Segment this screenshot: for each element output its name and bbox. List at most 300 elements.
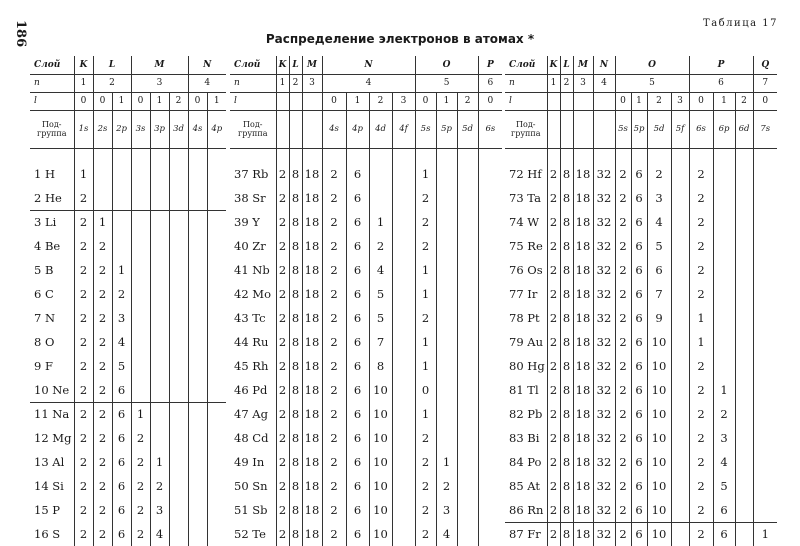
n-value: 6 bbox=[689, 74, 753, 92]
electron-count bbox=[457, 186, 478, 210]
electron-count bbox=[671, 498, 689, 522]
electron-count: 10 bbox=[369, 474, 392, 498]
electron-count: 2 bbox=[93, 330, 112, 354]
electron-count: 2 bbox=[547, 234, 560, 258]
n-value: 3 bbox=[573, 74, 593, 92]
electron-count bbox=[188, 474, 207, 498]
electron-count bbox=[753, 306, 777, 330]
electron-count: 6 bbox=[713, 498, 735, 522]
electron-count bbox=[735, 210, 753, 234]
electron-count bbox=[150, 186, 169, 210]
table-row bbox=[30, 210, 226, 234]
table-row bbox=[230, 306, 502, 330]
electron-count: 0 bbox=[415, 378, 436, 402]
electron-count bbox=[392, 306, 415, 330]
l-value: 3 bbox=[392, 92, 415, 110]
subshell: 2s bbox=[93, 110, 112, 148]
electron-count: 2 bbox=[74, 234, 93, 258]
table-row bbox=[505, 282, 777, 306]
electron-count: 6 bbox=[631, 498, 647, 522]
electron-count: 2 bbox=[647, 162, 671, 186]
electron-count: 2 bbox=[689, 234, 713, 258]
shell-O: O bbox=[615, 56, 689, 74]
subshell: 4d bbox=[369, 110, 392, 148]
table-row bbox=[230, 330, 502, 354]
electron-count: 6 bbox=[631, 162, 647, 186]
electron-count: 1 bbox=[415, 402, 436, 426]
electron-count: 18 bbox=[302, 450, 322, 474]
electron-count: 8 bbox=[289, 474, 302, 498]
subshell: 2p bbox=[112, 110, 131, 148]
electron-count bbox=[671, 162, 689, 186]
electron-count: 8 bbox=[289, 450, 302, 474]
electron-count: 18 bbox=[573, 234, 593, 258]
electron-count: 8 bbox=[560, 402, 573, 426]
electron-count: 2 bbox=[276, 426, 289, 450]
table-row bbox=[230, 522, 502, 546]
electron-count bbox=[392, 450, 415, 474]
electron-count: 2 bbox=[689, 426, 713, 450]
electron-count bbox=[131, 234, 150, 258]
subshell: 6s bbox=[478, 110, 502, 148]
electron-count bbox=[207, 450, 226, 474]
l-value: 0 bbox=[753, 92, 777, 110]
table-row bbox=[230, 426, 502, 450]
electron-count: 2 bbox=[689, 522, 713, 546]
electron-count: 4 bbox=[369, 258, 392, 282]
n-label: n bbox=[230, 74, 276, 92]
electron-count bbox=[753, 258, 777, 282]
electron-count bbox=[753, 162, 777, 186]
electron-count bbox=[207, 186, 226, 210]
electron-count: 4 bbox=[112, 330, 131, 354]
electron-count bbox=[207, 330, 226, 354]
electron-count bbox=[735, 330, 753, 354]
electron-count: 2 bbox=[713, 402, 735, 426]
electron-count bbox=[671, 522, 689, 546]
electron-count: 8 bbox=[560, 522, 573, 546]
electron-count bbox=[188, 234, 207, 258]
element-symbol: 72 Hf bbox=[509, 167, 542, 181]
electron-count: 1 bbox=[689, 330, 713, 354]
electron-count: 6 bbox=[631, 474, 647, 498]
table-row bbox=[230, 282, 502, 306]
electron-count bbox=[753, 186, 777, 210]
electron-count: 2 bbox=[131, 522, 150, 546]
electron-count: 6 bbox=[346, 258, 369, 282]
electron-count bbox=[735, 258, 753, 282]
element-symbol: 73 Ta bbox=[509, 191, 541, 205]
electron-count: 6 bbox=[112, 426, 131, 450]
electron-count: 5 bbox=[713, 474, 735, 498]
electron-count bbox=[169, 426, 188, 450]
electron-count: 8 bbox=[289, 210, 302, 234]
electron-count bbox=[207, 474, 226, 498]
subshell: 5d bbox=[647, 110, 671, 148]
electron-count bbox=[753, 426, 777, 450]
element-symbol: 77 Ir bbox=[509, 287, 538, 301]
element-symbol: 5 B bbox=[34, 263, 54, 277]
electron-count bbox=[369, 186, 392, 210]
electron-count: 18 bbox=[302, 498, 322, 522]
electron-count: 3 bbox=[150, 498, 169, 522]
n-value: 2 bbox=[93, 74, 131, 92]
table-row bbox=[30, 474, 226, 498]
element-symbol: 80 Hg bbox=[509, 359, 545, 373]
element-symbol: 11 Na bbox=[30, 402, 74, 426]
page-number: 186 bbox=[13, 20, 28, 48]
electron-count bbox=[93, 186, 112, 210]
electron-count bbox=[188, 306, 207, 330]
electron-count bbox=[169, 378, 188, 402]
electron-count: 2 bbox=[689, 282, 713, 306]
n-value: 2 bbox=[289, 74, 302, 92]
electron-count: 2 bbox=[74, 426, 93, 450]
electron-count: 10 bbox=[647, 402, 671, 426]
electron-count bbox=[131, 258, 150, 282]
electron-count: 1 bbox=[74, 162, 93, 186]
electron-count: 1 bbox=[415, 330, 436, 354]
electron-count bbox=[392, 282, 415, 306]
electron-count bbox=[169, 498, 188, 522]
table-row bbox=[30, 282, 226, 306]
table-row bbox=[30, 258, 226, 282]
electron-count bbox=[169, 402, 188, 426]
electron-count bbox=[457, 162, 478, 186]
n-value: 1 bbox=[74, 74, 93, 92]
electron-count: 1 bbox=[436, 450, 457, 474]
electron-count bbox=[753, 402, 777, 426]
table-row bbox=[230, 378, 502, 402]
table-row bbox=[505, 330, 777, 354]
electron-count: 2 bbox=[276, 282, 289, 306]
electron-count: 2 bbox=[93, 306, 112, 330]
element-symbol: 74 W bbox=[509, 215, 540, 229]
electron-count bbox=[369, 162, 392, 186]
electron-count: 32 bbox=[593, 162, 615, 186]
electron-count: 18 bbox=[302, 402, 322, 426]
electron-count bbox=[478, 474, 502, 498]
electron-count: 2 bbox=[322, 378, 346, 402]
electron-count: 6 bbox=[346, 450, 369, 474]
electron-count: 8 bbox=[560, 210, 573, 234]
electron-count: 1 bbox=[415, 282, 436, 306]
electron-count: 18 bbox=[573, 522, 593, 546]
electron-count: 7 bbox=[647, 282, 671, 306]
electron-count: 8 bbox=[289, 354, 302, 378]
electron-count: 18 bbox=[302, 210, 322, 234]
electron-count: 2 bbox=[547, 306, 560, 330]
electron-count: 2 bbox=[150, 474, 169, 498]
element-symbol: 52 Te bbox=[234, 527, 266, 541]
electron-count bbox=[457, 378, 478, 402]
electron-count: 2 bbox=[322, 426, 346, 450]
subshell: 5p bbox=[436, 110, 457, 148]
electron-count: 2 bbox=[689, 474, 713, 498]
electron-count: 2 bbox=[112, 282, 131, 306]
electron-count: 6 bbox=[346, 522, 369, 546]
element-symbol: 78 Pt bbox=[509, 311, 540, 325]
shell-L: L bbox=[289, 56, 302, 74]
electron-count: 10 bbox=[647, 426, 671, 450]
electron-count: 10 bbox=[647, 498, 671, 522]
n-value: 2 bbox=[560, 74, 573, 92]
electron-count bbox=[131, 282, 150, 306]
electron-count bbox=[735, 282, 753, 306]
electron-count: 32 bbox=[593, 354, 615, 378]
shell-L: L bbox=[560, 56, 573, 74]
electron-count: 6 bbox=[631, 234, 647, 258]
electron-count bbox=[735, 450, 753, 474]
n-label: n bbox=[505, 74, 547, 92]
n-value: 1 bbox=[276, 74, 289, 92]
subshell: 4s bbox=[188, 110, 207, 148]
electron-count: 2 bbox=[415, 234, 436, 258]
electron-count: 3 bbox=[112, 306, 131, 330]
electron-count: 18 bbox=[302, 522, 322, 546]
electron-count: 8 bbox=[560, 474, 573, 498]
table-row bbox=[505, 426, 777, 450]
electron-count: 8 bbox=[289, 498, 302, 522]
element-symbol: 81 Tl bbox=[509, 383, 539, 397]
l-value: 2 bbox=[369, 92, 392, 110]
electron-count: 2 bbox=[322, 330, 346, 354]
table-row bbox=[30, 402, 226, 426]
table-row bbox=[30, 450, 226, 474]
table-row bbox=[30, 162, 226, 186]
electron-count: 2 bbox=[74, 378, 93, 402]
electron-count: 6 bbox=[713, 522, 735, 546]
electron-count bbox=[150, 306, 169, 330]
electron-count: 2 bbox=[615, 450, 631, 474]
table-title: Распределение электронов в атомах * bbox=[265, 32, 535, 46]
electron-count: 8 bbox=[560, 330, 573, 354]
electron-count: 8 bbox=[560, 282, 573, 306]
electron-count: 6 bbox=[631, 186, 647, 210]
table-row bbox=[230, 258, 502, 282]
electron-count bbox=[436, 306, 457, 330]
electron-count: 2 bbox=[322, 522, 346, 546]
electron-count: 8 bbox=[560, 498, 573, 522]
table-row bbox=[505, 402, 777, 426]
electron-count: 2 bbox=[415, 474, 436, 498]
table-row bbox=[230, 234, 502, 258]
electron-count bbox=[169, 450, 188, 474]
electron-count: 6 bbox=[346, 210, 369, 234]
electron-count bbox=[188, 402, 207, 426]
table-row bbox=[230, 474, 502, 498]
electron-count: 2 bbox=[415, 186, 436, 210]
electron-count: 6 bbox=[112, 378, 131, 402]
n-value: 4 bbox=[593, 74, 615, 92]
electron-count: 6 bbox=[346, 330, 369, 354]
electron-count: 2 bbox=[93, 474, 112, 498]
electron-count: 2 bbox=[276, 330, 289, 354]
electron-count bbox=[150, 426, 169, 450]
electron-count: 10 bbox=[647, 330, 671, 354]
n-value: 5 bbox=[615, 74, 689, 92]
l-value: 3 bbox=[671, 92, 689, 110]
electron-count bbox=[753, 330, 777, 354]
subshell: 5p bbox=[631, 110, 647, 148]
electron-count bbox=[436, 330, 457, 354]
electron-count bbox=[478, 162, 502, 186]
table-row bbox=[30, 306, 226, 330]
electron-count bbox=[112, 210, 131, 234]
electron-count bbox=[392, 186, 415, 210]
element-symbol: 47 Ag bbox=[234, 407, 268, 421]
electron-count: 2 bbox=[547, 522, 560, 546]
element-symbol: 41 Nb bbox=[234, 263, 270, 277]
electron-count: 6 bbox=[346, 306, 369, 330]
electron-count: 18 bbox=[573, 186, 593, 210]
electron-count: 6 bbox=[346, 402, 369, 426]
table-row bbox=[505, 474, 777, 498]
electron-count bbox=[169, 210, 188, 234]
electron-count: 10 bbox=[369, 498, 392, 522]
electron-count: 2 bbox=[615, 402, 631, 426]
electron-count bbox=[735, 474, 753, 498]
element-symbol: 16 S bbox=[34, 527, 61, 541]
electron-count bbox=[436, 162, 457, 186]
l-value: 0 bbox=[478, 92, 502, 110]
electron-count: 2 bbox=[276, 378, 289, 402]
shell-M: M bbox=[573, 56, 593, 74]
electron-count bbox=[392, 378, 415, 402]
electron-count: 18 bbox=[573, 330, 593, 354]
electron-count bbox=[671, 330, 689, 354]
element-symbol: 49 In bbox=[234, 455, 265, 469]
electron-count bbox=[188, 282, 207, 306]
electron-count: 2 bbox=[547, 354, 560, 378]
electron-count: 2 bbox=[322, 258, 346, 282]
electron-count: 2 bbox=[74, 306, 93, 330]
l-label: l bbox=[230, 92, 276, 110]
element-symbol: 50 Sn bbox=[234, 479, 268, 493]
electron-count: 2 bbox=[276, 522, 289, 546]
electron-count bbox=[131, 330, 150, 354]
electron-count bbox=[713, 210, 735, 234]
electron-count: 18 bbox=[573, 258, 593, 282]
electron-count: 2 bbox=[689, 186, 713, 210]
electron-count: 6 bbox=[112, 498, 131, 522]
electron-count bbox=[478, 498, 502, 522]
element-symbol: 75 Re bbox=[509, 239, 543, 253]
subshell: 5s bbox=[415, 110, 436, 148]
element-symbol: 9 F bbox=[34, 359, 53, 373]
electron-count bbox=[753, 234, 777, 258]
shell-O: O bbox=[415, 56, 478, 74]
electron-count: 6 bbox=[346, 498, 369, 522]
electron-count: 4 bbox=[713, 450, 735, 474]
electron-count: 2 bbox=[689, 354, 713, 378]
electron-grid-1 bbox=[30, 56, 226, 546]
electron-count bbox=[671, 282, 689, 306]
electron-count: 2 bbox=[322, 450, 346, 474]
electron-count: 8 bbox=[289, 330, 302, 354]
electron-count bbox=[188, 330, 207, 354]
electron-count: 2 bbox=[415, 426, 436, 450]
electron-count: 2 bbox=[689, 498, 713, 522]
element-symbol: 76 Os bbox=[509, 263, 543, 277]
electron-count: 8 bbox=[560, 186, 573, 210]
electron-count: 2 bbox=[93, 498, 112, 522]
electron-count bbox=[478, 354, 502, 378]
electron-count bbox=[671, 354, 689, 378]
electron-count: 2 bbox=[322, 210, 346, 234]
electron-count: 2 bbox=[615, 378, 631, 402]
electron-count bbox=[713, 282, 735, 306]
electron-count: 2 bbox=[415, 306, 436, 330]
element-symbol: 84 Po bbox=[509, 455, 542, 469]
subshell: 6d bbox=[735, 110, 753, 148]
electron-count: 2 bbox=[689, 210, 713, 234]
electron-count: 18 bbox=[302, 234, 322, 258]
electron-count: 1 bbox=[415, 354, 436, 378]
electron-count: 8 bbox=[289, 378, 302, 402]
subshell: 4f bbox=[392, 110, 415, 148]
electron-count: 32 bbox=[593, 210, 615, 234]
electron-count: 18 bbox=[573, 210, 593, 234]
electron-count bbox=[478, 258, 502, 282]
electron-count: 6 bbox=[631, 522, 647, 546]
electron-count: 8 bbox=[289, 162, 302, 186]
electron-count: 18 bbox=[302, 186, 322, 210]
n-value: 5 bbox=[415, 74, 478, 92]
electron-count: 18 bbox=[302, 306, 322, 330]
subshell: 1s bbox=[74, 110, 93, 148]
element-symbol: 1 H bbox=[34, 167, 56, 181]
electron-count bbox=[207, 162, 226, 186]
electron-count: 18 bbox=[573, 498, 593, 522]
electron-count: 32 bbox=[593, 282, 615, 306]
electron-count bbox=[457, 282, 478, 306]
electron-count: 32 bbox=[593, 258, 615, 282]
electron-count: 2 bbox=[276, 474, 289, 498]
l-value: 0 bbox=[415, 92, 436, 110]
l-label: l bbox=[505, 92, 547, 110]
electron-count: 32 bbox=[593, 450, 615, 474]
electron-count bbox=[457, 522, 478, 546]
electron-count bbox=[735, 522, 753, 546]
electron-count: 2 bbox=[547, 450, 560, 474]
l-value: 2 bbox=[169, 92, 188, 110]
electron-count bbox=[457, 330, 478, 354]
electron-count bbox=[457, 210, 478, 234]
electron-count: 18 bbox=[573, 426, 593, 450]
electron-count bbox=[207, 522, 226, 546]
electron-count: 2 bbox=[547, 498, 560, 522]
electron-count: 18 bbox=[302, 258, 322, 282]
table-row bbox=[30, 330, 226, 354]
element-symbol: 37 Rb bbox=[234, 167, 269, 181]
electron-count: 3 bbox=[647, 186, 671, 210]
electron-count: 6 bbox=[631, 354, 647, 378]
electron-count: 2 bbox=[615, 354, 631, 378]
electron-count: 2 bbox=[74, 210, 93, 234]
electron-count bbox=[150, 378, 169, 402]
electron-count bbox=[436, 378, 457, 402]
electron-count bbox=[671, 210, 689, 234]
electron-count: 2 bbox=[131, 426, 150, 450]
electron-count bbox=[169, 234, 188, 258]
l-value: 1 bbox=[713, 92, 735, 110]
shell-K: K bbox=[547, 56, 560, 74]
electron-count: 6 bbox=[631, 450, 647, 474]
electron-table-block-2 bbox=[230, 56, 502, 546]
electron-count: 2 bbox=[131, 450, 150, 474]
shell-P: P bbox=[689, 56, 753, 74]
